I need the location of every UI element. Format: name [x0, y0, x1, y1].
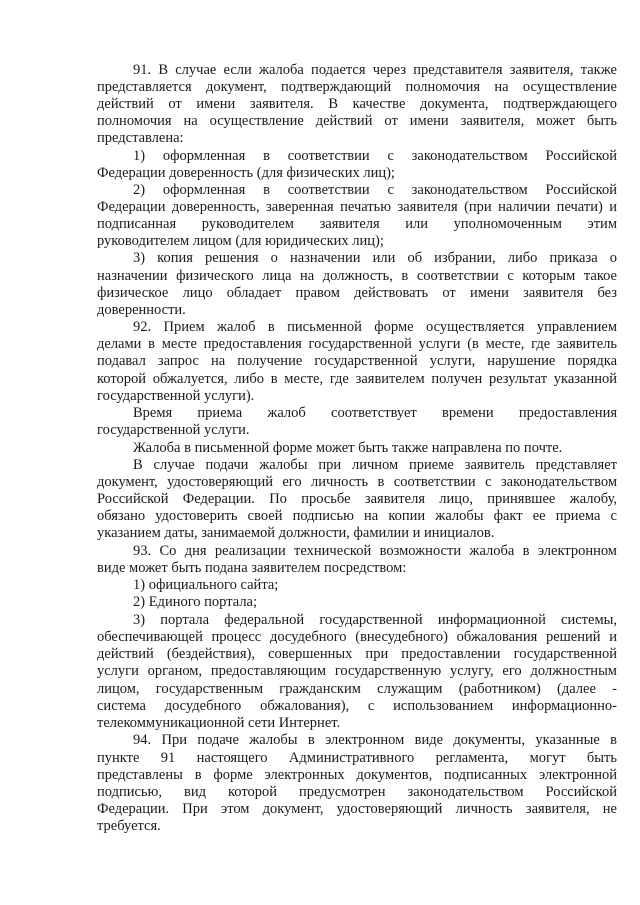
text-line: 3) копия решения о назначении или об избрании, либо приказа о	[133, 250, 617, 266]
text-line: физическое лицо обладает правом действовать от имени заявителя без	[97, 285, 617, 301]
text-line: руководителем лицом (для юридических лиц);	[97, 233, 384, 249]
text-line: Время приема жалоб соответствует времени предоставления	[133, 405, 617, 421]
text-line: полномочия на осуществление действий от имени заявителя, может быть	[97, 113, 617, 129]
text-line: подавал запрос на получение государственной услуги, нарушение порядка	[97, 353, 617, 369]
text-line: представляется документ, подтверждающий полномочия на осуществление	[97, 79, 617, 95]
text-line: подписанная руководителем заявителя или уполномоченным этим	[97, 216, 617, 232]
text-line: Федерации доверенность, заверенная печатью заявителя (при наличии печати) и	[97, 199, 617, 215]
text-line: Федерации доверенность (для физических лиц);	[97, 165, 395, 181]
text-line: пункте 91 настоящего Административного регламента, могут быть	[97, 750, 617, 766]
text-line: которой обжалуется, либо в месте, где заявителем получен результат указанной	[97, 371, 617, 387]
text-line: Жалоба в письменной форме может быть также направлена по почте.	[133, 440, 563, 456]
text-line: назначении физического лица на должность, в соответствии с которым такое	[97, 268, 617, 284]
text-line: Российской Федерации. По просьбе заявителя лицо, принявшее жалобу,	[97, 491, 617, 507]
text-line: представлены в форме электронных документов, подписанных электронной	[97, 767, 617, 783]
text-line: 91. В случае если жалоба подается через представителя заявителя, также	[133, 62, 617, 78]
text-line: обязано удостоверить своей подписью на копии жалобы факт ее приема с	[97, 508, 617, 524]
text-line: указанием даты, занимаемой должности, фамилии и инициалов.	[97, 525, 495, 541]
text-line: система досудебного обжалования), с использованием информационно-	[97, 698, 617, 714]
text-line: 3) портала федеральной государственной информационной системы,	[133, 612, 617, 628]
text-line: требуется.	[97, 818, 161, 834]
text-line: делами в месте предоставления государственной услуги (в месте, где заявитель	[97, 336, 617, 352]
text-line: 2) оформленная в соответствии с законодательством Российской	[133, 182, 617, 198]
text-line: виде может быть подана заявителем посредством:	[97, 560, 407, 576]
text-line: 1) оформленная в соответствии с законодательством Российской	[133, 148, 617, 164]
text-line: действий (бездействия), совершенных при предоставлении государственной	[97, 646, 617, 662]
text-line: представлена:	[97, 130, 184, 146]
text-line: В случае подачи жалобы при личном приеме заявитель представляет	[133, 457, 617, 473]
text-line: Федерации. При этом документ, удостоверяющий личность заявителя, не	[97, 801, 617, 817]
text-line: телекоммуникационной сети Интернет.	[97, 715, 341, 731]
text-line: доверенности.	[97, 302, 186, 318]
text-line: обеспечивающей процесс досудебного (внесудебного) обжалования решений и	[97, 629, 617, 645]
text-line: действий от имени заявителя. В качестве документа, подтверждающего	[97, 96, 617, 112]
text-line: 94. При подаче жалобы в электронном виде документы, указанные в	[133, 732, 617, 748]
text-line: государственной услуги.	[97, 422, 250, 438]
text-line: 93. Со дня реализации технической возможности жалоба в электронном	[133, 543, 617, 559]
text-line: услуги органом, предоставляющим государственную услугу, его должностным	[97, 663, 617, 679]
text-line: подписью, вид которой предусмотрен законодательством Российской	[97, 784, 617, 800]
text-line: государственной услуги).	[97, 388, 255, 404]
text-line: 2) Единого портала;	[133, 594, 258, 610]
text-line: лицом, государственным гражданским служащим (работником) (далее -	[97, 681, 617, 697]
text-line: документ, удостоверяющий его личность в соответствии с законодательством	[97, 474, 617, 490]
text-line: 1) официального сайта;	[133, 577, 279, 593]
text-line: 92. Прием жалоб в письменной форме осуществляется управлением	[133, 319, 617, 335]
